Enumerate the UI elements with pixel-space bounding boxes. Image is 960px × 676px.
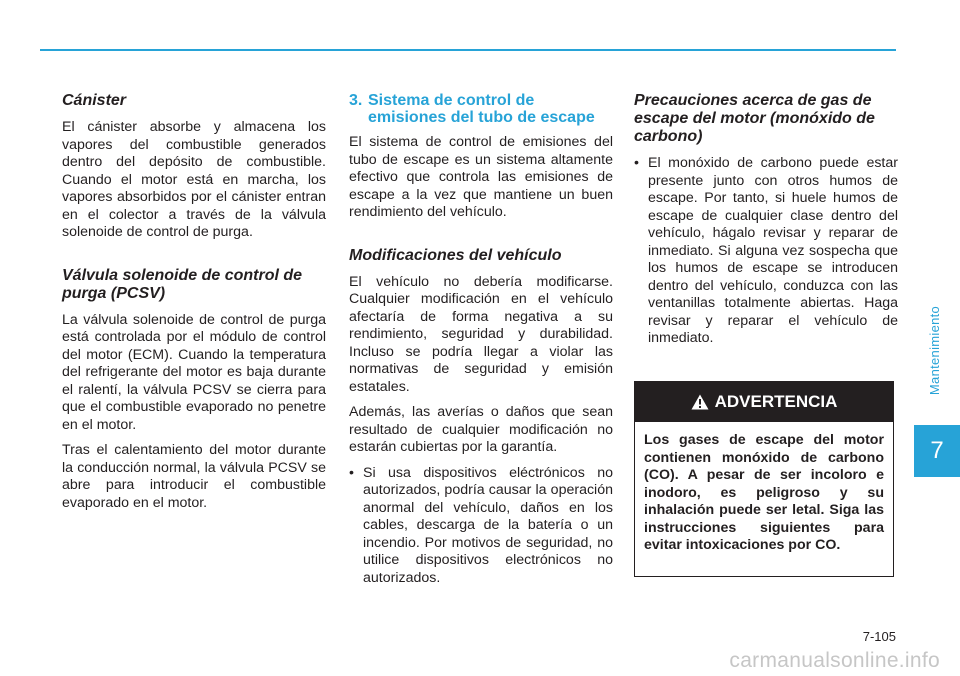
modifications-list bbox=[349, 465, 613, 588]
warning-box bbox=[634, 381, 894, 577]
list-item: • El monóxido de carbono puede estar presente junto con otros humos de escape. Por tanto, si huele humos de escape de cualquier clase dentro del vehículo, hágalo revisar y reparar de inmediato. Si alguna vez sospecha que los humos de escape se introducen dentro del vehículo, conduzca con las ventanillas totalmente abiertas. Haga revisar y reparar el vehículo de inmediato. bbox=[634, 155, 898, 348]
warning-title: ADVERTENCIA bbox=[714, 392, 838, 411]
section-side-label bbox=[920, 280, 950, 420]
heading-emission-system bbox=[349, 92, 613, 126]
heading-canister: Cánister bbox=[62, 92, 127, 109]
paragraph-pcsv-2: Tras el calentamiento del motor durante la conducción normal, la válvula PCSV se abre para introducir el combustible evaporado en el motor. bbox=[62, 442, 326, 511]
paragraph-pcsv-1: La válvula solenoide de control de purga está controlada por el módulo de control del motor (ECM). Cuando la temperatura del refrigerante del motor es baja durante el ralentí, la válvula PCSV se cierra para que el combustible evaporado no penetre en el motor. bbox=[62, 311, 326, 433]
watermark: carmanualsonline.info bbox=[729, 649, 940, 672]
column-left bbox=[62, 92, 326, 520]
section-label-text: Mantenimiento bbox=[927, 305, 943, 395]
paragraph-emission-system: El sistema de control de emisiones del tubo de escape es un sistema altamente efectivo que controla las emisiones de escape a la vez que mantiene un buen rendimiento del vehículo. bbox=[349, 134, 613, 220]
page-number: 7-105 bbox=[862, 629, 896, 644]
warning-text: Los gases de escape del motor contienen monóxido de carbono (CO). A pesar de ser incoloro e inodoro, es peligroso y su inhalación puede ser letal. Siga las instrucciones siguientes para evitar intoxicaciones por CO. bbox=[644, 432, 884, 553]
column-right bbox=[634, 92, 898, 356]
paragraph-canister: El cánister absorbe y almacena los vapores del combustible generados dentro del depósito de combustible. Cuando el motor está en marcha, los vapores absorbidos por el cánister entran en el colector a través de la válvula solenoide de control de purga. bbox=[62, 119, 326, 240]
chapter-tab bbox=[914, 425, 960, 477]
heading-co-precautions: Precauciones acerca de gas de escape del motor (monóxido de carbono) bbox=[634, 92, 875, 145]
paragraph-modifications-1: El vehículo no debería modificarse. Cualquier modificación en el vehículo afectaría de forma negativa a su rendimiento, seguridad y durabilidad. Incluso se podría llegar a violar las normativas de seguridad y emisión estatales. bbox=[349, 273, 613, 395]
heading-text: Sistema de control de emisiones del tubo de escape bbox=[368, 92, 595, 126]
header-rule bbox=[40, 49, 896, 51]
co-precautions-list bbox=[634, 155, 898, 348]
column-middle bbox=[349, 92, 613, 595]
paragraph-modifications-2: Además, las averías o daños que sean resultado de cualquier modificación no estarán cubiertas por la garantía. bbox=[349, 404, 613, 455]
heading-pcsv: Válvula solenoide de control de purga (PCSV) bbox=[62, 266, 303, 302]
heading-number: 3. bbox=[349, 92, 363, 109]
heading-modifications: Modificaciones del vehículo bbox=[349, 246, 562, 264]
list-item: • Si usa dispositivos eléctrónicos no autorizados, podría causar la operación anormal del vehículo, daños en los cables, descarga de la batería o un incendio. Por motivos de seguridad, no utilice dispositivos electrónicos no autorizados. bbox=[349, 465, 613, 588]
warning-triangle-icon bbox=[691, 394, 709, 410]
chapter-number: 7 bbox=[930, 437, 944, 464]
warning-header bbox=[635, 382, 893, 422]
